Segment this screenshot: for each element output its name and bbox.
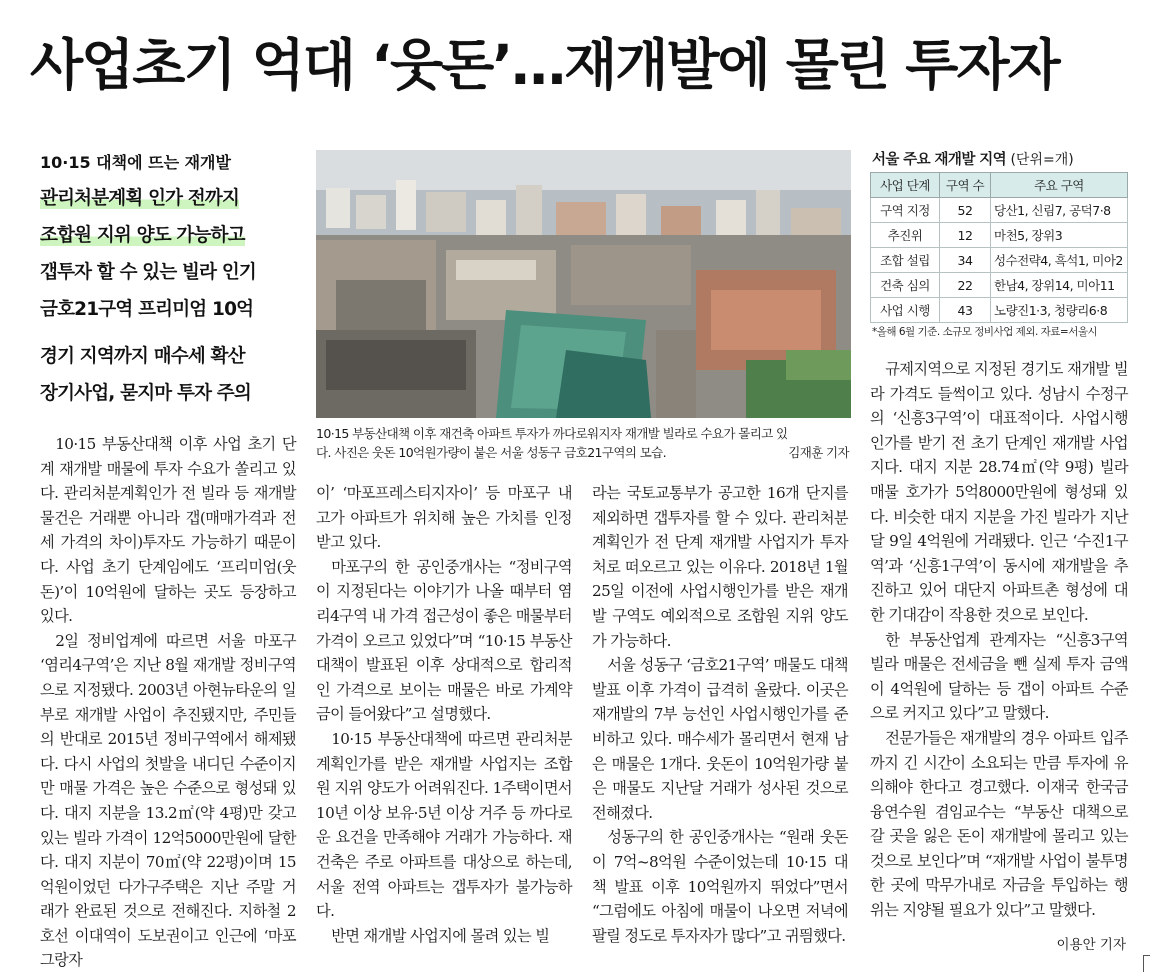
subhead-line-2: 조합원 지위 양도 가능하고 xyxy=(40,225,245,246)
subhead-line-6: 장기사업, 묻지마 투자 주의 xyxy=(40,383,251,404)
paragraph: 성동구의 한 공인중개사는 “원래 웃돈이 7억~8억원 수준이었는데 10·15 대책 발표 이후 10억원까지 뛰었다”면서 “그럼에도 아침에 매물이 나오면 저녁에 팔릴 정도로 투자자가 많다”고 귀띔했다. xyxy=(592,828,848,945)
cell-stage: 추진위 xyxy=(871,223,940,248)
paragraph: 10·15 부동산대책 이후 사업 초기 단계 재개발 매물에 투자 수요가 쏠리고 있다. 관리처분계획인가 전 빌라 등 재개발 물건은 거래뿐 아니라 갭(매매가격과 전세 가격의 차이)투자도 가능하기 때문이다. 사업 초기 단계임에도 ‘프리미엄(웃돈)’이 10억원에 달하는 곳도 등장하고 있다. xyxy=(40,435,296,626)
paragraph: 2일 정비업계에 따르면 서울 마포구 ‘염리4구역’은 지난 8월 재개발 정비구역으로 지정됐다. 2003년 아현뉴타운의 일부로 재개발 사업이 추진됐지만, 주민들의 반대로 2015년 정비구역에서 해제됐다. 다시 사업의 첫발을 내디딘 수준이지만 매물 가격은 높은 수준으로 형성돼 있다. 대지 지분을 13.2㎡(약 4평)만 갖고 있는 빌라 가격이 12억5000만원에 달한다. 대지 지분이 70㎡(약 22평)이며 15억원이었던 다가구주택은 지난 주말 거래가 완료된 것으로 전해진다. 지하철 2호선 이대역이 도보권이고 인근에 ‘마포그랑자 xyxy=(40,631,296,970)
table-row xyxy=(871,273,1128,298)
paragraph: 한 부동산업계 관계자는 “신흥3구역 빌라 매물은 전세금을 뺀 실제 투자 금액이 4억원에 달하는 등 갭이 아파트 수준으로 커지고 있다”고 말했다. xyxy=(870,630,1128,723)
paragraph: 전문가들은 재개발의 경우 아파트 입주까지 긴 시간이 소요되는 만큼 투자에 유의해야 한다고 경고했다. 이재국 한국금융연수원 겸임교수는 “부동산 대책으로 갈 곳을 잃은 돈이 재개발에 몰리고 있는 것으로 보인다”며 “재개발 사업이 불투명한 곳에 막무가내로 자금을 투입하는 행위는 지양될 필요가 있다”고 말했다. xyxy=(870,728,1128,920)
table-title-text: 서울 주요 재개발 지역 xyxy=(872,152,1007,168)
table-row xyxy=(871,223,1128,248)
cell-stage: 조합 설립 xyxy=(871,248,940,273)
cell-areas: 당산1, 신림7, 공덕7·8 xyxy=(991,198,1128,223)
cell-count: 12 xyxy=(940,223,991,248)
table-note: *올해 6월 기준. 소규모 정비사업 제외. 자료=서울시 xyxy=(872,326,1098,338)
subhead-line-1: 관리처분계획 인가 전까지 xyxy=(40,188,240,209)
header-count: 구역 수 xyxy=(940,173,991,198)
table-row xyxy=(871,248,1128,273)
cell-stage: 사업 시행 xyxy=(871,298,940,323)
headline: 사업초기 억대 ‘웃돈’…재개발에 몰린 투자자 xyxy=(30,33,1059,97)
cell-count: 22 xyxy=(940,273,991,298)
paragraph: 이’ ‘마포프레스티지자이’ 등 마포구 내 고가 아파트가 위치해 높은 가치를 인정받고 있다. xyxy=(316,484,572,552)
paragraph: 서울 성동구 ‘금호21구역’ 매물도 대책 발표 이후 가격이 급격히 올랐다. 이곳은 재개발의 7부 능선인 사업시행인가를 준비하고 있다. 매수세가 몰리면서 현재 남은 매물은 1개다. 웃돈이 10억원가량 붙은 매물도 지난달 거래가 성사된 것으로 전해졌다. xyxy=(592,656,848,822)
cell-stage: 구역 지정 xyxy=(871,198,940,223)
article-column-3 xyxy=(592,481,848,956)
paragraph: 라는 국토교통부가 공고한 16개 단지를 제외하면 갭투자를 할 수 있다. 관리처분계획인가 전 단계 재개발 사업지가 투자처로 떠오르고 있는 이유다. 2018년 1월 25일 이전에 사업시행인가를 받은 재개발 구역도 예외적으로 조합원 지위 양도가 가능하다. xyxy=(592,484,848,650)
article-column-2 xyxy=(316,481,572,956)
table-row xyxy=(871,298,1128,323)
cell-areas: 마천5, 장위3 xyxy=(991,223,1128,248)
article-photo xyxy=(316,150,851,418)
article-column-4 xyxy=(870,357,1128,932)
subhead-line xyxy=(40,217,256,254)
cell-areas: 한남4, 장위14, 미아11 xyxy=(991,273,1128,298)
caption-line-2: 다. 사진은 웃돈 10억원가량이 붙은 서울 성동구 금호21구역의 모습. xyxy=(316,445,667,460)
table-row xyxy=(871,198,1128,223)
header-areas: 주요 구역 xyxy=(991,173,1128,198)
paragraph: 반면 재개발 사업지에 몰려 있는 빌 xyxy=(331,926,550,945)
cell-count: 52 xyxy=(940,198,991,223)
cell-count: 43 xyxy=(940,298,991,323)
caption-line-1: 10·15 부동산대책 이후 재건축 아파트 투자가 까다로워지자 재개발 빌라로 수요가 몰리고 있 xyxy=(316,426,788,441)
article-column-1 xyxy=(40,432,296,970)
table-header-row xyxy=(871,173,1128,198)
table-title xyxy=(872,148,1074,169)
redevelopment-table xyxy=(870,172,1128,323)
cityscape-image xyxy=(316,150,851,418)
paragraph: 규제지역으로 지정된 경기도 재개발 빌라 가격도 들썩이고 있다. 성남시 수정구의 ‘신흥3구역’이 대표적이다. 사업시행인가를 받기 전 초기 단계인 재개발 사업지다. 대지 지분 28.74㎡(약 9평) 빌라 매물 호가가 5억8000만원에 형성돼 있다. 비슷한 대지 지분을 가진 빌라가 지난달 9일 4억원에 거래됐다. 인근 ‘수진1구역’과 ‘신흥1구역’이 동시에 재개발을 추진하고 있어 대단지 아파트촌 형성에 대한 기대감이 작용한 것으로 보인다. xyxy=(870,360,1128,624)
header-stage: 사업 단계 xyxy=(871,173,940,198)
photo-credit: 김재훈 기자 xyxy=(788,445,849,460)
subhead-line-5: 경기 지역까지 매수세 확산 xyxy=(40,346,245,367)
paragraph: 10·15 부동산대책에 따르면 관리처분계획인가를 받은 재개발 사업지는 조합원 지위 양도가 어려워진다. 1주택이면서 10년 이상 보유·5년 이상 거주 등 까다로운 요건을 만족해야 거래가 가능하다. 재건축은 주로 아파트를 대상으로 하는데, 서울 전역 아파트는 갭투자가 불가능하다. xyxy=(316,729,572,921)
byline: 이용안 기자 xyxy=(1056,937,1126,953)
subheads xyxy=(40,150,256,412)
subhead-line xyxy=(40,180,256,217)
table-unit: (단위=개) xyxy=(1010,152,1074,168)
cell-stage: 건축 심의 xyxy=(871,273,940,298)
paragraph: 마포구의 한 공인중개사는 “정비구역이 지정된다는 이야기가 나올 때부터 염리4구역 내 가격 접근성이 좋은 매물부터 가격이 오르고 있었다”며 “10·15 부동산대책이 발표된 이후 상대적으로 합리적인 가격으로 보이는 매물은 바로 가계약금이 들어왔다”고 설명했다. xyxy=(316,557,572,724)
cell-areas: 노량진1·3, 청량리6·8 xyxy=(991,298,1128,323)
subhead-line-3: 갭투자 할 수 있는 빌라 인기 xyxy=(40,262,256,283)
photo-caption xyxy=(316,424,851,462)
cell-areas: 성수전략4, 흑석1, 미아2 xyxy=(991,248,1128,273)
subhead-first: 10·15 대책에 뜨는 재개발 xyxy=(40,153,231,172)
crop-mark xyxy=(1143,955,1150,972)
cell-count: 34 xyxy=(940,248,991,273)
subhead-line-4: 금호21구역 프리미엄 10억 xyxy=(40,299,254,320)
